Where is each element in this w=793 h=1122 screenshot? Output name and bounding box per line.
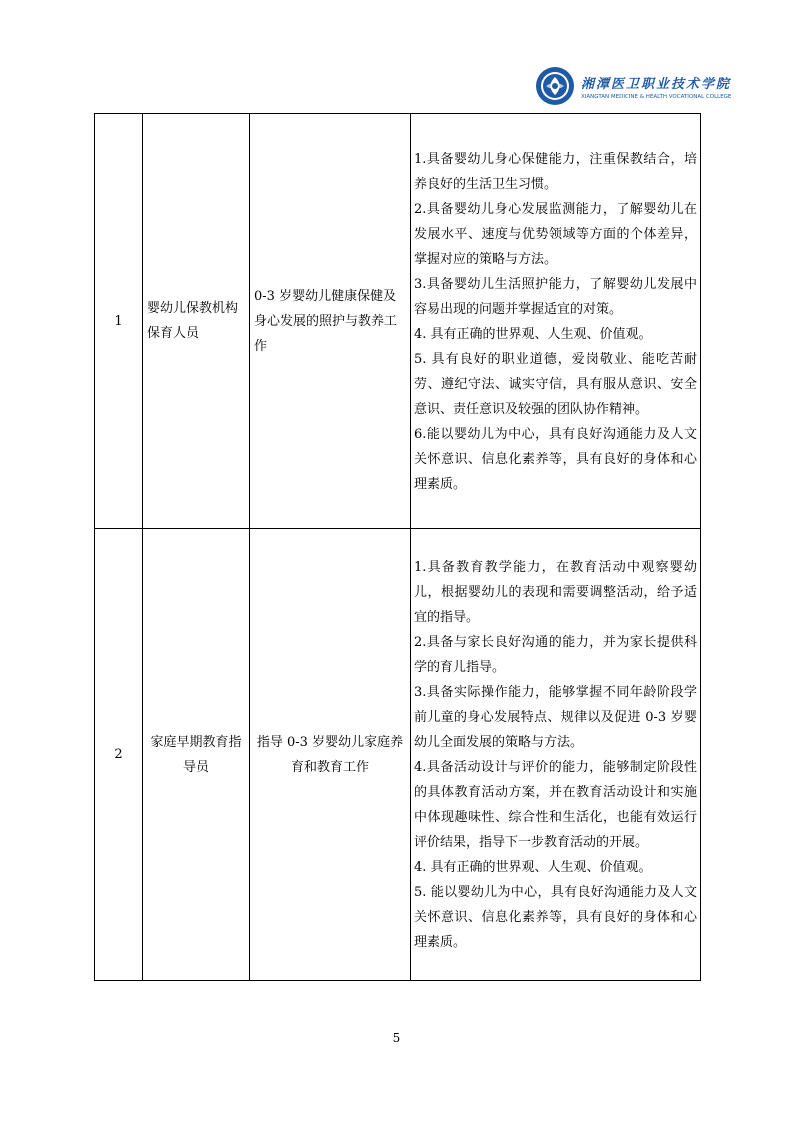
requirement-item: 6.能以婴幼儿为中心，具有良好沟通能力及人文关怀意识、信息化素养等，具有良好的身体和心理素质。 xyxy=(414,426,697,492)
requirement-item: 4. 具有正确的世界观、人生观、价值观。 xyxy=(414,860,652,875)
requirements-cell xyxy=(411,114,701,529)
row-number: 2 xyxy=(95,529,143,981)
requirement-item: 2.具备与家长良好沟通的能力，并为家长提供科学的育儿指导。 xyxy=(414,635,697,675)
table-row xyxy=(95,529,701,981)
requirement-item: 5. 具有良好的职业道德，爱岗敬业、能吃苦耐劳、遵纪守法、诚实守信，具有服从意识、安全意识、责任意识及较强的团队协作精神。 xyxy=(414,351,697,417)
requirement-item: 3.具备实际操作能力，能够掌握不同年龄阶段学前儿童的身心发展特点、规律以及促进 0-3 岁婴幼儿全面发展的策略与方法。 xyxy=(414,685,697,750)
table-row xyxy=(95,114,701,529)
requirement-item: 2.具备婴幼儿身心发展监测能力，了解婴幼儿在发展水平、速度与优势领域等方面的个体差异，掌握对应的策略与方法。 xyxy=(414,201,697,267)
position-name: 家庭早期教育指导员 xyxy=(143,529,250,981)
college-name-cn: 湘潭医卫职业技术学院 xyxy=(581,77,732,92)
requirement-item: 5. 能以婴幼儿为中心，具有良好沟通能力及人文关怀意识、信息化素养等，具有良好的身体和心理素质。 xyxy=(414,885,697,950)
college-emblem-icon xyxy=(535,66,575,106)
row-number: 1 xyxy=(95,114,143,529)
requirement-item: 1.具备教育教学能力，在教育活动中观察婴幼儿，根据婴幼儿的表现和需要调整活动，给予适宜的指导。 xyxy=(414,560,697,625)
requirement-item: 3.具备婴幼儿生活照护能力，了解婴幼儿发展中容易出现的问题并掌握适宜的对策。 xyxy=(414,276,697,317)
college-name-en: XIANGTAN MEDICINE & HEALTH VOCATIONAL COLLEGE xyxy=(581,94,732,100)
position-name: 婴幼儿保教机构保育人员 xyxy=(143,114,250,529)
requirement-item: 1.具备婴幼儿身心保健能力，注重保教结合，培养良好的生活卫生习惯。 xyxy=(414,151,697,192)
job-requirements-table xyxy=(94,113,701,981)
page-number: 5 xyxy=(392,1031,401,1045)
college-logo xyxy=(535,66,732,106)
requirement-item: 4.具备活动设计与评价的能力，能够制定阶段性的具体教育活动方案，并在教育活动设计和实施中体现趣味性、综合性和生活化，也能有效运行评价结果，指导下一步教育活动的开展。 xyxy=(414,760,697,850)
work-content: 指导 0-3 岁婴幼儿家庭养育和教育工作 xyxy=(250,529,411,981)
requirements-cell xyxy=(411,529,701,981)
work-content: 0-3 岁婴幼儿健康保健及身心发展的照护与教养工作 xyxy=(250,114,411,529)
requirement-item: 4. 具有正确的世界观、人生观、价值观。 xyxy=(414,326,652,342)
